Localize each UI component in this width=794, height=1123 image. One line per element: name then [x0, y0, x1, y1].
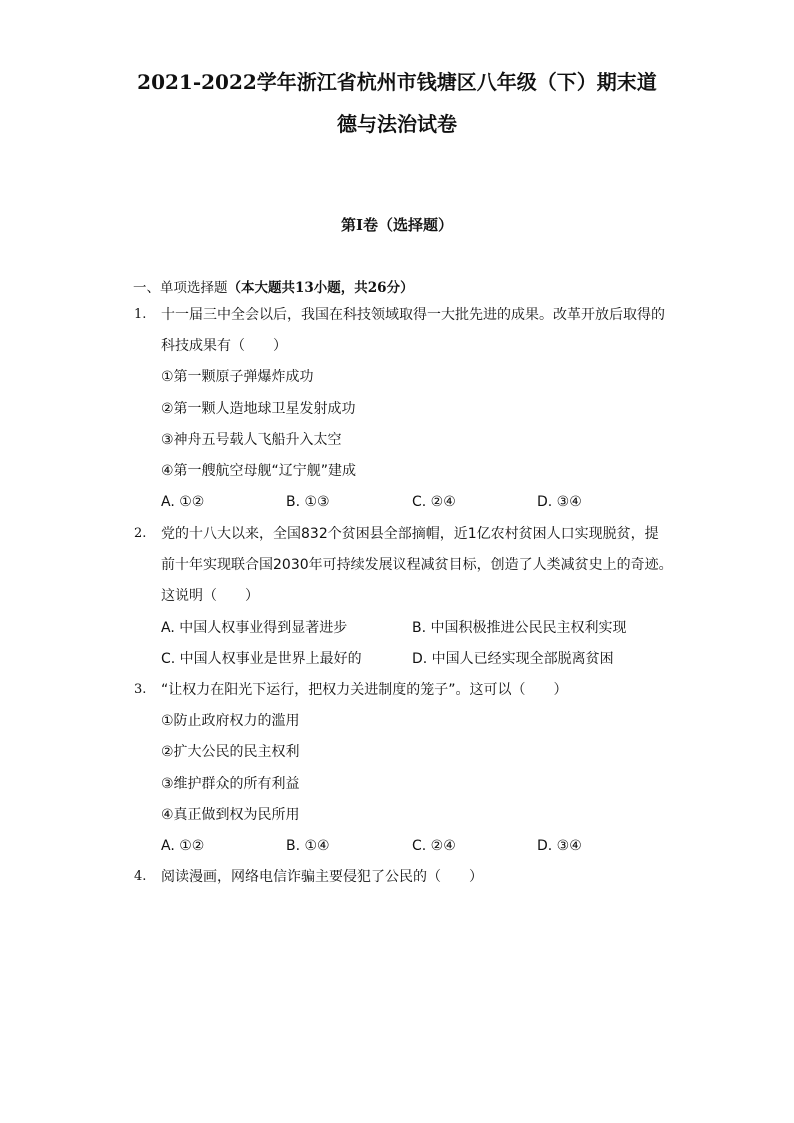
question-number: 1.: [134, 307, 147, 322]
section-heading: [133, 276, 414, 296]
question-item: ①防止政府权力的滥用: [161, 713, 300, 729]
question-item: ②扩大公民的民主权利: [161, 744, 300, 760]
part-title: 第I卷（选择题）: [340, 216, 454, 234]
option-d: D. 中国人已经实现全部脱离贫困: [412, 651, 614, 667]
question-item: ④第一艘航空母舰“辽宁舰”建成: [161, 463, 357, 479]
exam-title-line-2: 德与法治试卷: [337, 112, 457, 136]
option-b: B. ①③: [286, 494, 330, 510]
question-item: ③维护群众的所有利益: [161, 776, 300, 792]
option-c: C. ②④: [412, 494, 456, 510]
question-item: ④真正做到权为民所用: [161, 807, 300, 823]
option-b: B. ①④: [286, 838, 330, 854]
option-a: A. ①②: [161, 838, 205, 854]
question-stem-line: 前十年实现联合国2030年可持续发展议程减贫目标，创造了人类减贫史上的奇迹。: [161, 557, 673, 573]
option-d: D. ③④: [537, 494, 582, 510]
question-number: 2.: [134, 526, 147, 541]
option-c: C. 中国人权事业是世界上最好的: [161, 651, 362, 667]
question-stem-line: 科技成果有（ ）: [161, 338, 287, 354]
section-prefix: 一、单项选择题: [133, 280, 228, 296]
exam-title-line-1: 2021-2022学年浙江省杭州市钱塘区八年级（下）期末道: [137, 70, 657, 94]
option-d: D. ③④: [537, 838, 582, 854]
option-c: C. ②④: [412, 838, 456, 854]
question-stem-line: 十一届三中全会以后，我国在科技领域取得一大批先进的成果。改革开放后取得的: [161, 307, 665, 323]
option-b: B. 中国积极推进公民民主权利实现: [412, 620, 627, 636]
option-a: A. ①②: [161, 494, 205, 510]
question-number: 4.: [134, 869, 147, 884]
question-item: ②第一颗人造地球卫星发射成功: [161, 401, 356, 417]
question-item: ①第一颗原子弹爆炸成功: [161, 369, 314, 385]
question-number: 3.: [134, 682, 147, 697]
question-stem-line: 这说明（ ）: [161, 588, 259, 604]
question-stem-line: “让权力在阳光下运行，把权力关进制度的笼子”。这可以（ ）: [161, 682, 568, 698]
question-stem-line: 阅读漫画，网络电信诈骗主要侵犯了公民的（ ）: [161, 869, 483, 885]
question-item: ③神舟五号载人飞船升入太空: [161, 432, 342, 448]
section-detail: （本大题共13小题，共26分）: [227, 280, 414, 296]
option-a: A. 中国人权事业得到显著进步: [161, 620, 348, 636]
question-stem-line: 党的十八大以来，全国832个贫困县全部摘帽，近1亿农村贫困人口实现脱贫，提: [161, 526, 659, 542]
